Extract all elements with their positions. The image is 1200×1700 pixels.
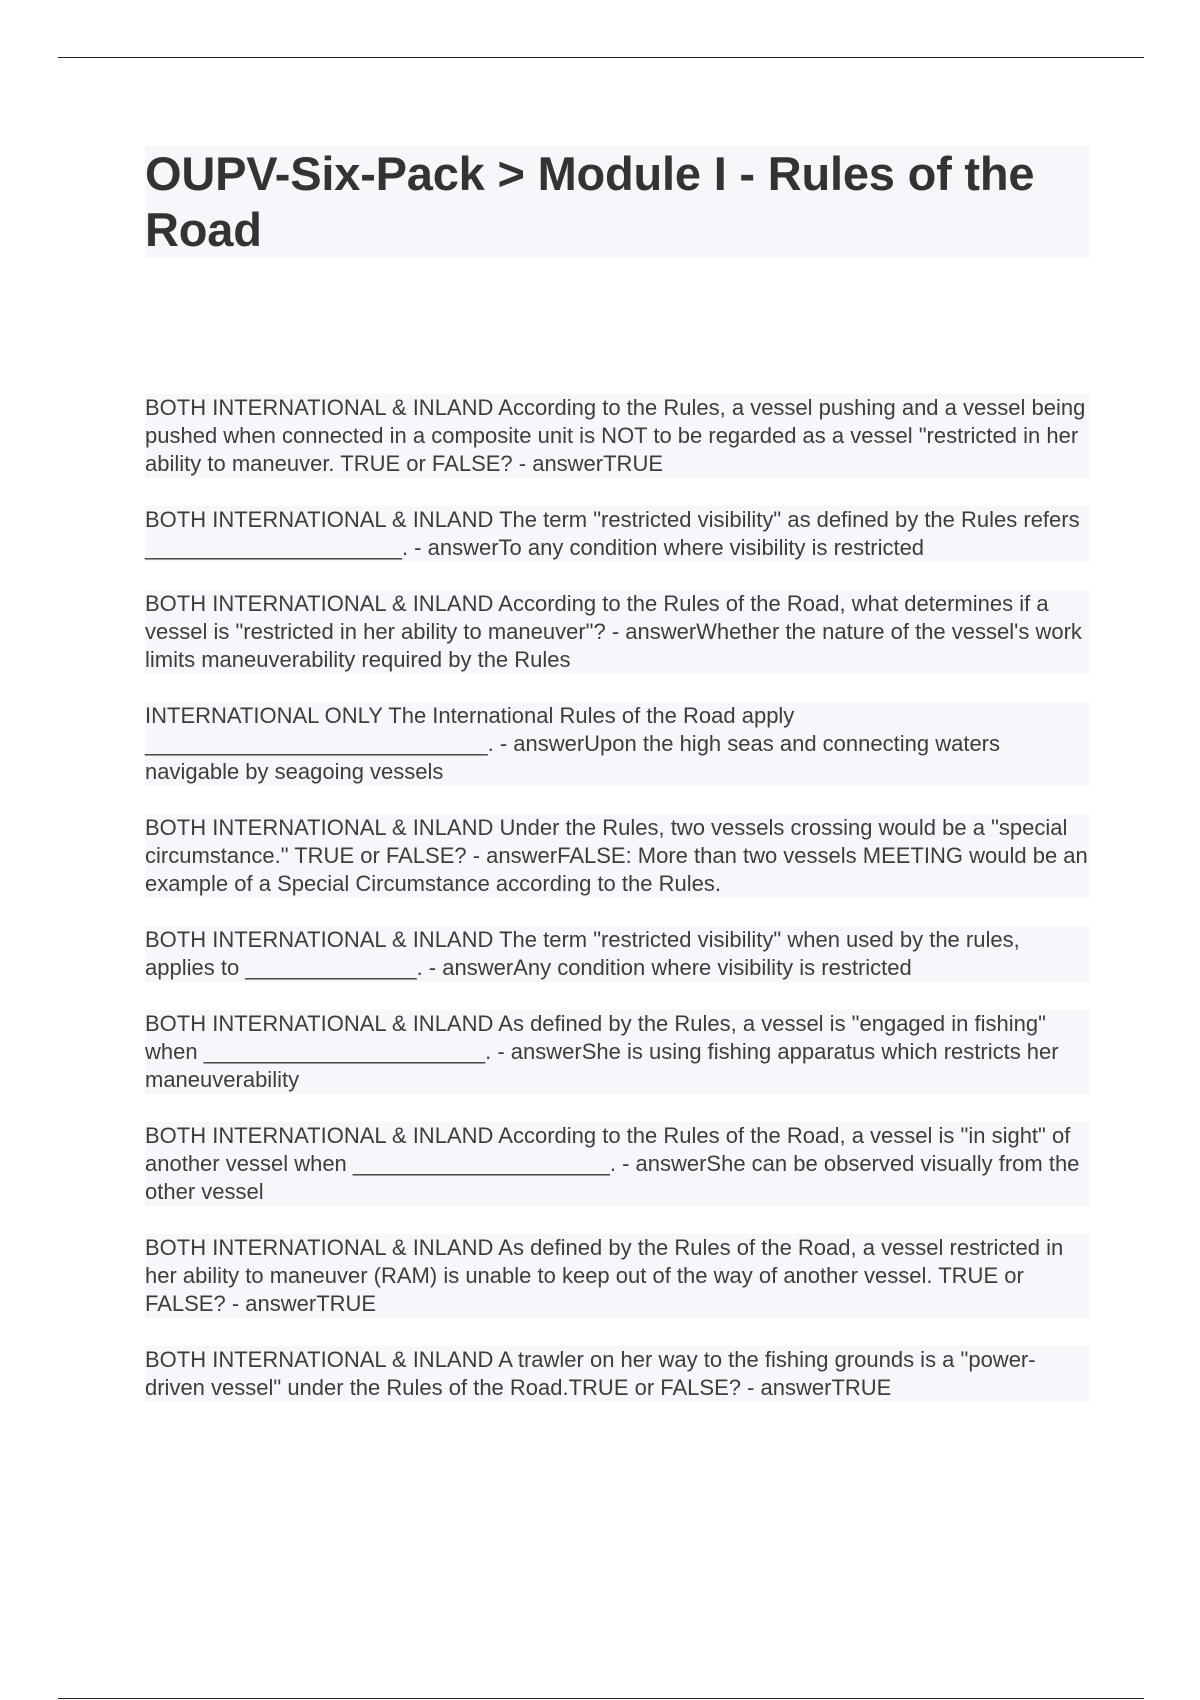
question-answer-list	[145, 394, 1089, 1430]
qa-text: BOTH INTERNATIONAL & INLAND As defined by the Rules of the Road, a vessel restricted in her ability to maneuver (RAM) is unable to keep out of the way of another vessel. TRUE or FALSE? - answerTRUE	[145, 1235, 1064, 1316]
top-divider	[58, 57, 1144, 58]
qa-item	[145, 1010, 1089, 1094]
qa-text: BOTH INTERNATIONAL & INLAND Under the Rules, two vessels crossing would be a "special circumstance." TRUE or FALSE? - answerFALSE: More than two vessels MEETING would be an example of a Special Circumstance according to the Rules.	[145, 815, 1088, 896]
qa-text: INTERNATIONAL ONLY The International Rules of the Road apply ____________________________. - answerUpon the high seas and connecting waters navigable by seagoing vessels	[145, 703, 1001, 784]
title-block	[145, 146, 1089, 258]
qa-item	[145, 814, 1089, 898]
qa-item	[145, 1234, 1089, 1318]
bottom-divider	[58, 1698, 1144, 1699]
qa-text: BOTH INTERNATIONAL & INLAND According to the Rules, a vessel pushing and a vessel being pushed when connected in a composite unit is NOT to be regarded as a vessel "restricted in her ability to maneuver. TRUE or FALSE? - answerTRUE	[145, 395, 1086, 476]
qa-item	[145, 506, 1089, 562]
qa-item	[145, 926, 1089, 982]
qa-text: BOTH INTERNATIONAL & INLAND As defined by the Rules, a vessel is "engaged in fishing" when _______________________. - answerShe is using fishing apparatus which restricts her maneuverability	[145, 1011, 1059, 1092]
qa-item	[145, 394, 1089, 478]
qa-item	[145, 590, 1089, 674]
qa-text: BOTH INTERNATIONAL & INLAND According to the Rules of the Road, what determines if a vessel is "restricted in her ability to maneuver"? - answerWhether the nature of the vessel's work limits maneuverability required by the Rules	[145, 591, 1082, 672]
document-title: OUPV-Six-Pack > Module I - Rules of the Road	[145, 147, 1035, 256]
qa-item	[145, 1122, 1089, 1206]
qa-text: BOTH INTERNATIONAL & INLAND The term "restricted visibility" as defined by the Rules refers _____________________. - answerTo any condition where visibility is restricted	[145, 507, 1080, 560]
qa-text: BOTH INTERNATIONAL & INLAND A trawler on her way to the fishing grounds is a "power-driven vessel" under the Rules of the Road.TRUE or FALSE? - answerTRUE	[145, 1347, 1036, 1400]
qa-text: BOTH INTERNATIONAL & INLAND The term "restricted visibility" when used by the rules, applies to ______________. - answerAny condition where visibility is restricted	[145, 927, 1020, 980]
qa-item	[145, 702, 1089, 786]
qa-text: BOTH INTERNATIONAL & INLAND According to the Rules of the Road, a vessel is "in sight" of another vessel when _____________________. - answerShe can be observed visually from the other vessel	[145, 1123, 1080, 1204]
qa-item	[145, 1346, 1089, 1402]
